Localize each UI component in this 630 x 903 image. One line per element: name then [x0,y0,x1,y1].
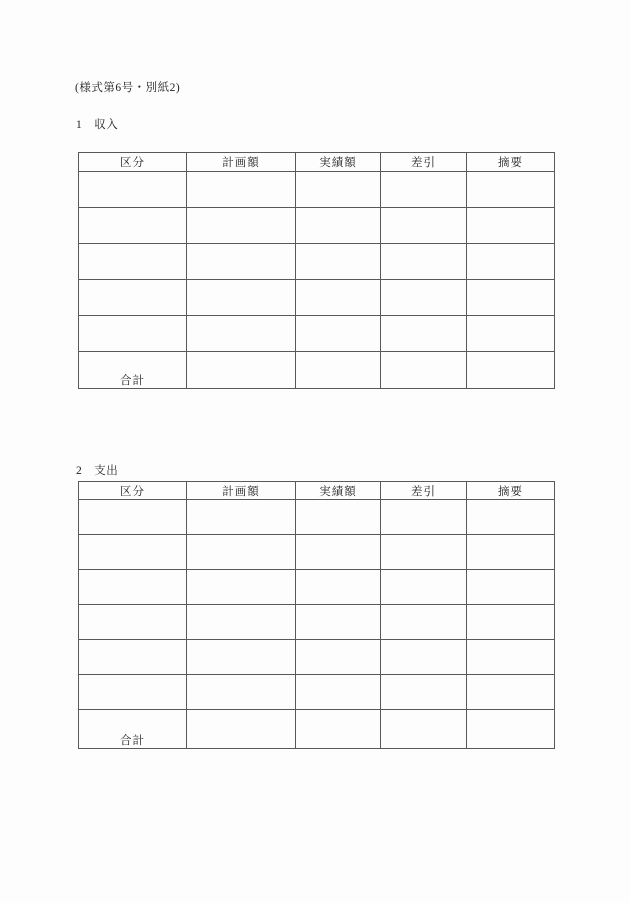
expense-table-row [79,535,555,570]
expense-table-row [79,570,555,605]
empty-cell [296,570,381,605]
income-table-row [79,244,555,280]
empty-cell [187,280,296,316]
empty-cell [467,570,555,605]
empty-cell [467,280,555,316]
section-heading-income: 1 収入 [76,119,119,131]
income-table-header-row [79,153,555,172]
empty-cell [187,710,296,749]
empty-cell [467,675,555,710]
empty-cell [381,244,467,280]
income-table-row [79,316,555,352]
empty-cell [79,244,187,280]
expense-header-planned-amount: 計画額 [187,482,296,500]
empty-cell [381,280,467,316]
empty-cell [467,172,555,208]
empty-cell [79,675,187,710]
empty-cell [296,352,381,389]
income-table-row [79,172,555,208]
section-heading-expense: 2 支出 [76,465,119,477]
empty-cell [381,710,467,749]
income-header-actual-amount: 実績額 [296,153,381,172]
empty-cell [381,316,467,352]
empty-cell [187,500,296,535]
expense-table-total-row [79,710,555,749]
form-number-label: (様式第6号・別紙2) [75,82,181,94]
empty-cell [467,352,555,389]
expense-table-row [79,675,555,710]
empty-cell [296,675,381,710]
income-table-total-row [79,352,555,389]
expense-table [78,481,555,749]
empty-cell [467,605,555,640]
empty-cell [187,535,296,570]
empty-cell [467,640,555,675]
empty-cell [381,640,467,675]
expense-total-label-cell: 合計 [79,710,187,749]
empty-cell [79,172,187,208]
empty-cell [187,570,296,605]
empty-cell [467,500,555,535]
empty-cell [467,208,555,244]
income-table [78,152,555,389]
income-table-row [79,280,555,316]
empty-cell [296,640,381,675]
expense-header-category: 区分 [79,482,187,500]
empty-cell [187,675,296,710]
empty-cell [79,535,187,570]
empty-cell [381,208,467,244]
empty-cell [187,605,296,640]
empty-cell [296,500,381,535]
empty-cell [296,316,381,352]
empty-cell [187,640,296,675]
empty-cell [187,316,296,352]
income-header-category: 区分 [79,153,187,172]
empty-cell [381,535,467,570]
empty-cell [381,605,467,640]
empty-cell [187,244,296,280]
empty-cell [467,244,555,280]
income-total-label-cell: 合計 [79,352,187,389]
expense-header-difference: 差引 [381,482,467,500]
empty-cell [381,172,467,208]
income-table-row [79,208,555,244]
empty-cell [381,570,467,605]
empty-cell [296,605,381,640]
empty-cell [381,500,467,535]
expense-header-remarks: 摘要 [467,482,555,500]
expense-table-row [79,640,555,675]
expense-table-row [79,605,555,640]
empty-cell [79,605,187,640]
empty-cell [467,710,555,749]
expense-table-header-row [79,482,555,500]
empty-cell [296,208,381,244]
empty-cell [296,244,381,280]
empty-cell [467,316,555,352]
income-header-planned-amount: 計画額 [187,153,296,172]
empty-cell [79,208,187,244]
empty-cell [79,570,187,605]
empty-cell [296,280,381,316]
empty-cell [296,535,381,570]
empty-cell [79,280,187,316]
empty-cell [79,500,187,535]
empty-cell [381,675,467,710]
empty-cell [187,172,296,208]
empty-cell [296,172,381,208]
empty-cell [381,352,467,389]
expense-header-actual-amount: 実績額 [296,482,381,500]
income-header-remarks: 摘要 [467,153,555,172]
empty-cell [467,535,555,570]
empty-cell [79,640,187,675]
empty-cell [296,710,381,749]
expense-table-row [79,500,555,535]
empty-cell [187,208,296,244]
income-header-difference: 差引 [381,153,467,172]
empty-cell [187,352,296,389]
empty-cell [79,316,187,352]
